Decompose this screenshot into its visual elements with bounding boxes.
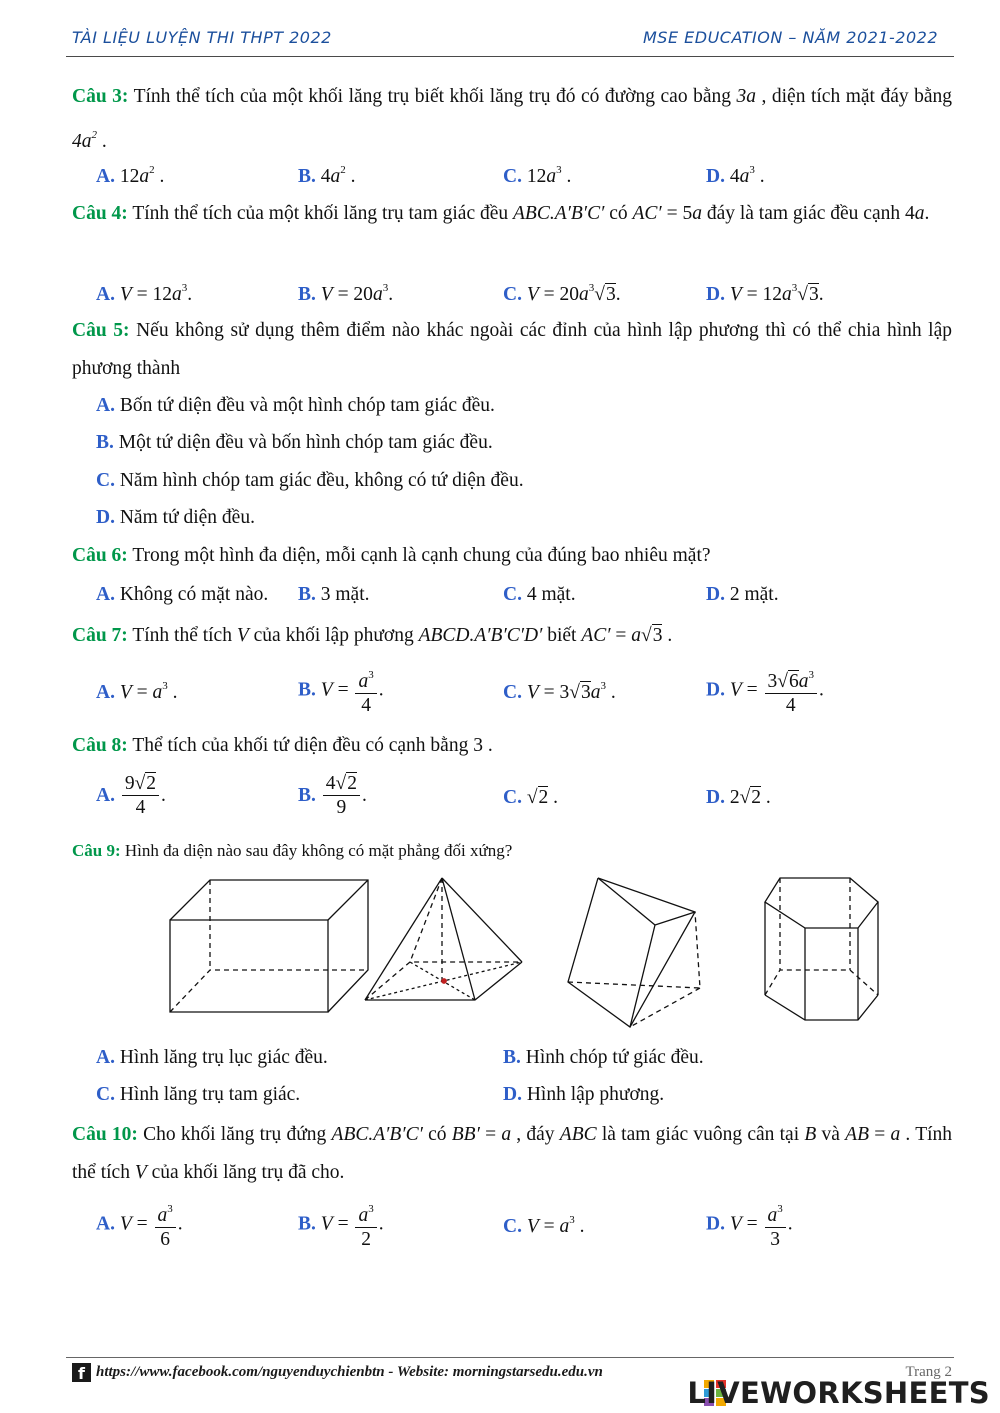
hexagonal-prism-figure	[765, 878, 878, 1020]
question-3: Câu 3: Tính thể tích của một khối lăng trụ biết khối lăng trụ đó có đường cao bằng 3a , diện tích mặt đáy bằng $4a^2$ .	[72, 86, 953, 152]
question-label: Câu 7:	[72, 625, 128, 646]
option-b[interactable]: B. 3 mặt.	[298, 584, 370, 605]
option-d[interactable]: D. V = $\frac{3√6a^3}{4}$ .	[706, 664, 824, 718]
option-b[interactable]: B. Hình chóp tứ giác đều.	[503, 1047, 704, 1068]
question-4: Câu 4: Tính thể tích của một khối lăng trụ tam giác đều ABC.A′B′C′ có AC′ = 5a đáy là tam giác đều cạnh 4a.	[72, 203, 930, 224]
option-b[interactable]: B. $V = 20a^3$.	[298, 282, 394, 305]
question-label: Câu 5:	[72, 320, 130, 341]
question-9	[72, 834, 952, 868]
question-label: Câu 8:	[72, 735, 128, 756]
option-a[interactable]: A. $12a^2$ .	[96, 164, 165, 187]
option-a[interactable]: A. $V = 12a^3$.	[96, 282, 193, 305]
cube-figure	[170, 880, 368, 1012]
liveworksheets-watermark: LIVEWORKSHEETS	[687, 1376, 990, 1410]
option-c[interactable]: C. Hình lăng trụ tam giác.	[96, 1084, 301, 1105]
option-d[interactable]: D. Năm tứ diện đều.	[96, 507, 255, 528]
polyhedra-figures	[160, 870, 890, 1030]
option-b[interactable]: B. $\frac{4√2}{9}$ .	[298, 773, 367, 818]
option-d[interactable]: D. V = $\frac{a^3}{3}$ .	[706, 1198, 793, 1252]
header-right-title: MSE EDUCATION – NĂM 2021-2022	[643, 28, 938, 47]
option-a[interactable]: A. V = $\frac{a^3}{6}$ .	[96, 1198, 183, 1252]
question-label: Câu 9:	[72, 841, 121, 860]
question-text: Hình đa diện nào sau đây không có mặt phẳng đối xứng?	[124, 841, 513, 860]
question-5	[72, 312, 952, 388]
option-d[interactable]: D. Hình lập phương.	[503, 1084, 665, 1105]
option-b[interactable]: B. V = $\frac{a^3}{2}$ .	[298, 1198, 384, 1252]
option-c[interactable]: C. $V = a^3$ .	[503, 1214, 585, 1237]
option-a[interactable]: A. Bốn tứ diện đều và một hình chóp tam giác đều.	[96, 395, 495, 416]
footer-link[interactable]: https://www.facebook.com/nguyenduychienbtn - Website: morningstarsedu.edu.vn	[96, 1364, 603, 1380]
option-c[interactable]: C. 4 mặt.	[503, 584, 576, 605]
option-d[interactable]: D. $4a^3$ .	[706, 164, 765, 187]
header-divider	[66, 56, 954, 57]
option-c[interactable]: C. $12a^3$ .	[503, 164, 572, 187]
option-b[interactable]: B. $4a^2$ .	[298, 164, 356, 187]
header-left-title: TÀI LIỆU LUYỆN THI THPT 2022	[72, 28, 332, 47]
option-b[interactable]: B. V = $\frac{a^3}{4}$ .	[298, 664, 384, 718]
option-c[interactable]: C. √2 .	[503, 787, 559, 808]
question-label: Câu 3:	[72, 86, 129, 107]
pyramid-figure	[365, 878, 522, 1000]
question-label: Câu 10:	[72, 1124, 138, 1145]
option-a[interactable]: A. Hình lăng trụ lục giác đều.	[96, 1047, 328, 1068]
option-c[interactable]: C. Năm hình chóp tam giác đều, không có tứ diện đều.	[96, 470, 524, 491]
question-text: Thể tích của khối tứ diện đều có cạnh bằng 3 .	[132, 735, 493, 756]
footer-divider	[66, 1357, 954, 1358]
option-c[interactable]: C. $V = 20a^3√3$.	[503, 282, 621, 305]
option-a[interactable]: A. $V = a^3$ .	[96, 680, 178, 703]
option-c[interactable]: C. $V = 3√3a^3$ .	[503, 680, 616, 703]
question-10: Câu 10: Cho khối lăng trụ đứng ABC.A′B′C′ có BB′ = a , đáy ABC là tam giác vuông cân tại B và AB = a . Tính thể tích V của khối lăng trụ đã cho.	[72, 1124, 953, 1183]
question-label: Câu 4:	[72, 203, 128, 224]
option-d[interactable]: D. $V = 12a^3√3$.	[706, 282, 824, 305]
question-text: Trong một hình đa diện, mỗi cạnh là cạnh chung của đúng bao nhiêu mặt?	[132, 545, 711, 566]
question-7: Câu 7: Tính thể tích V của khối lập phương ABCD.A′B′C′D′ biết AC′ = a√3 .	[72, 625, 673, 646]
triangular-prism-figure	[568, 878, 700, 1027]
option-d[interactable]: D. 2√2 .	[706, 787, 771, 808]
page-number: Trang 2	[905, 1364, 952, 1380]
option-b[interactable]: B. Một tứ diện đều và bốn hình chóp tam giác đều.	[96, 432, 493, 453]
question-8	[72, 727, 952, 765]
question-text: Nếu không sử dụng thêm điểm nào khác ngoài các đỉnh của hình lập phương thì có thể chia hình lập phương thành	[72, 320, 953, 379]
option-a[interactable]: A. Không có mặt nào.	[96, 584, 269, 605]
option-d[interactable]: D. 2 mặt.	[706, 584, 779, 605]
facebook-icon[interactable]: f	[72, 1363, 91, 1382]
question-6	[72, 537, 952, 575]
option-a[interactable]: A. $\frac{9√2}{4}$ .	[96, 773, 166, 818]
question-label: Câu 6:	[72, 545, 128, 566]
